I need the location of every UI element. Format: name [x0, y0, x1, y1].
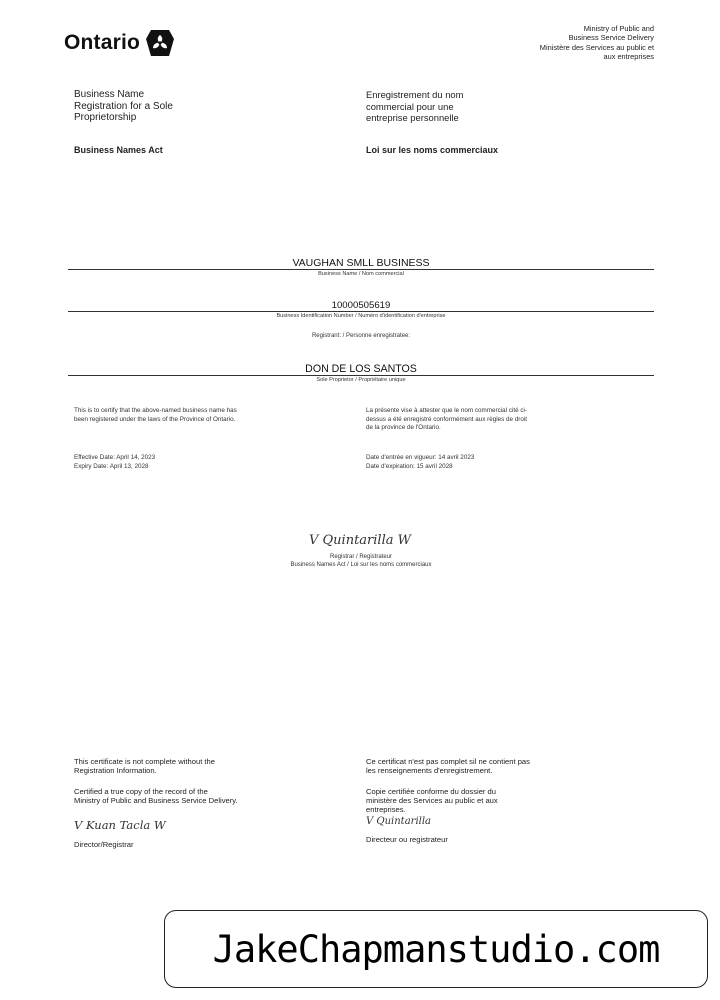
title-line: Proprietorship — [74, 112, 137, 124]
footer-line: ministère des Services au public et aux — [366, 796, 498, 806]
footer-line: This certificate is not complete without the — [74, 757, 215, 766]
director-signature-en: V Kuan Tacla W — [74, 818, 166, 832]
footer-notice-fr — [366, 757, 530, 775]
business-id-number-value: 10000505619 — [331, 300, 391, 311]
title-line: entreprise personnelle — [366, 112, 459, 124]
business-name-value: VAUGHAN SMLL BUSINESS — [292, 257, 430, 269]
certify-line: dessus a été enregistré conformément aux règles de droit — [366, 415, 528, 423]
footer-notice-en — [74, 757, 215, 775]
director-role-en: Director/Registrar — [74, 840, 134, 849]
title-line: Registration for a Sole — [74, 100, 173, 112]
document-title-en — [74, 89, 173, 124]
ministry-line: aux entreprises — [603, 52, 654, 62]
certify-line: been registered under the laws of the Province of Ontario. — [74, 415, 236, 423]
certify-statement-en — [74, 407, 237, 424]
business-id-number-label: Business Identification Number / Numéro d'identification d'entreprise — [276, 313, 446, 319]
certify-statement-fr — [366, 407, 527, 433]
business-id-rule — [68, 311, 654, 312]
watermark-banner — [164, 910, 708, 988]
certify-line: de la province de l'Ontario. — [366, 424, 441, 432]
footer-copy-fr — [366, 787, 498, 815]
proprietor-name-value: DON DE LOS SANTOS — [305, 363, 417, 375]
ministry-block — [454, 24, 654, 62]
ministry-line: Ministère des Services au public et — [539, 42, 654, 52]
director-role-fr: Directeur ou registrateur — [366, 835, 448, 844]
business-name-rule — [68, 269, 654, 270]
proprietor-rule — [68, 375, 654, 376]
proprietor-label: Sole Proprietor / Propriétaire unique — [316, 377, 406, 383]
expiry-date-en: Expiry Date: April 13, 2028 — [74, 462, 149, 470]
ministry-line: Business Service Delivery — [568, 33, 654, 43]
title-line: Enregistrement du nom — [366, 89, 464, 100]
footer-line: Ministry of Public and Business Service Delivery. — [74, 796, 238, 806]
registrar-act: Business Names Act / Loi sur les noms commerciaux — [290, 562, 432, 568]
title-line: Business Name — [74, 89, 145, 100]
logo-text: Ontario — [64, 31, 141, 54]
ontario-trillium-icon — [145, 28, 175, 58]
ontario-logo — [64, 28, 175, 58]
footer-line: entreprises. — [366, 805, 406, 815]
effective-date-fr: Date d'entrée en vigueur: 14 avril 2023 — [366, 454, 475, 461]
registrar-title: Registrar / Registrateur — [329, 554, 393, 560]
document-title-fr — [366, 89, 463, 124]
ministry-line: Ministry of Public and — [583, 24, 654, 33]
registrar-signature: V Quintarilla W — [309, 533, 411, 548]
act-name-en: Business Names Act — [74, 145, 163, 155]
expiry-date-fr: Date d'expiration: 15 avril 2028 — [366, 462, 453, 470]
certify-line: La présente vise à attester que le nom commercial cité ci- — [366, 407, 527, 414]
certify-line: This is to certify that the above-named business name has — [74, 407, 237, 414]
business-name-label: Business Name / Nom commercial — [318, 271, 404, 277]
footer-copy-en — [74, 787, 238, 805]
footer-line: Ce certificat n'est pas complet sil ne contient pas — [366, 757, 530, 766]
registrant-label: Registrant: / Personne enregistratee: — [311, 333, 411, 339]
dates-en — [74, 454, 155, 471]
act-name-fr: Loi sur les noms commerciaux — [366, 145, 499, 155]
footer-line: Certified a true copy of the record of the — [74, 787, 208, 796]
watermark-text: JakeChapmanstudio.com — [212, 927, 660, 971]
effective-date-en: Effective Date: April 14, 2023 — [74, 454, 156, 461]
title-line: commercial pour une — [366, 100, 454, 112]
director-signature-fr: V Quintarilla — [366, 816, 431, 827]
footer-line: Copie certifiée conforme du dossier du — [366, 787, 497, 796]
dates-fr — [366, 454, 474, 471]
footer-line: Registration Information. — [74, 766, 157, 776]
footer-line: les renseignements d'enregistrement. — [366, 766, 493, 776]
